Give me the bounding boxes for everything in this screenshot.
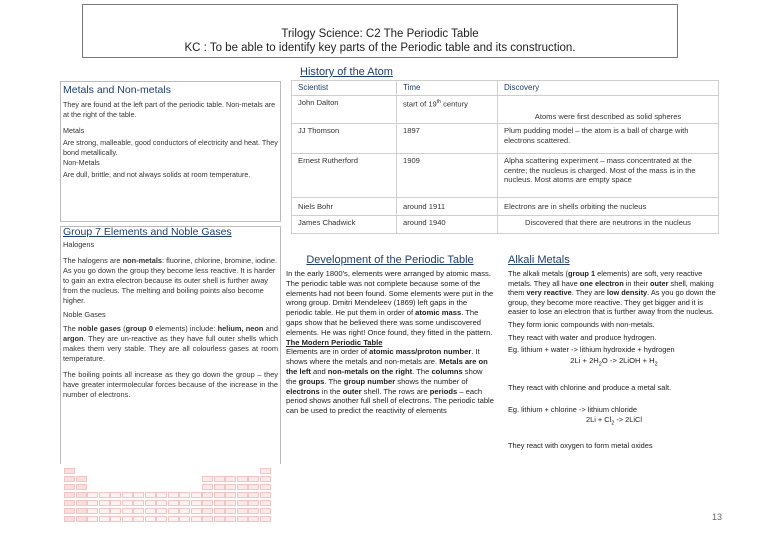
periodic-cell <box>145 508 156 514</box>
periodic-cell <box>225 484 236 490</box>
metals-panel <box>60 81 281 222</box>
periodic-cell <box>179 500 190 506</box>
scientist-cell: John Dalton <box>292 96 397 124</box>
nonmetals-label: Non-Metals <box>63 158 100 167</box>
text-run: Elements are in order of <box>286 347 370 357</box>
development-title: Development of the Periodic Table <box>306 254 474 266</box>
table-header-row <box>292 81 719 96</box>
periodic-cell <box>248 516 259 522</box>
periodic-cell <box>214 476 225 482</box>
alkali-section <box>508 254 720 451</box>
bold-run: columns <box>431 366 463 376</box>
metals-label: Metals <box>63 126 85 135</box>
bold-run: noble gases <box>78 324 121 333</box>
periodic-cell <box>110 508 121 514</box>
text-run: and <box>263 324 279 333</box>
alkali-oxygen: They react with oxygen to form metal oxides <box>508 440 653 450</box>
periodic-cell <box>64 516 75 522</box>
discovery-cell: Alpha scattering experiment – mass concentrated at the centre; the nucleus is charged. Most of the mass is in the nucleus. Most atoms are empty space <box>498 154 719 198</box>
periodic-cell <box>191 500 202 506</box>
development-text <box>286 269 494 338</box>
periodic-cell <box>214 500 225 506</box>
subscript: 2 <box>611 420 615 427</box>
periodic-cell <box>260 476 271 482</box>
periodic-cell <box>214 492 225 498</box>
periodic-cell <box>168 500 179 506</box>
periodic-table-image <box>64 464 279 528</box>
text-run: . The <box>412 366 432 376</box>
bold-run: outer <box>342 386 362 396</box>
periodic-cell <box>214 508 225 514</box>
periodic-cell <box>99 516 110 522</box>
periodic-cell <box>122 516 133 522</box>
periodic-cell <box>133 508 144 514</box>
periodic-cell <box>260 500 271 506</box>
history-title: History of the Atom <box>300 66 393 78</box>
text-run: . The <box>324 376 344 386</box>
page-number: 13 <box>711 512 722 522</box>
periodic-cell <box>87 492 98 498</box>
periodic-cell <box>76 476 87 482</box>
boiling-text: The boiling points all increase as they go down the group – they have greater intermolecular forces because of the increase in the number of electrons. <box>63 370 278 399</box>
text-run: show the <box>286 366 483 386</box>
periodic-cell <box>156 508 167 514</box>
periodic-cell <box>156 500 167 506</box>
development-section <box>286 254 494 416</box>
text-run: shell. The rows are <box>361 386 430 396</box>
periodic-cell <box>248 492 259 498</box>
modern-text <box>286 347 494 416</box>
periodic-cell <box>64 484 75 490</box>
periodic-cell <box>64 468 75 474</box>
equation-chlorine <box>508 415 720 428</box>
periodic-cell <box>145 492 156 498</box>
group7-panel <box>60 226 281 464</box>
table-row <box>292 216 719 234</box>
bold-run: helium, neon <box>217 324 264 333</box>
metals-intro: They are found at the left part of the periodic table. Non-metals are at the right of the table. <box>63 100 276 119</box>
metals-text: Are strong, malleable, good conductors of electricity and heat. They bond metallically. <box>63 138 278 157</box>
text-run: in the <box>319 386 343 396</box>
metals-title: Metals and Non-metals <box>63 84 171 96</box>
periodic-cell <box>237 500 248 506</box>
periodic-cell <box>87 516 98 522</box>
periodic-cell <box>122 508 133 514</box>
superscript: th <box>436 99 441 105</box>
scientist-cell: Niels Bohr <box>292 198 397 216</box>
table-row <box>292 154 719 198</box>
scientist-cell: Ernest Rutherford <box>292 154 397 198</box>
periodic-cell <box>76 508 87 514</box>
periodic-cell <box>179 508 190 514</box>
equation-water <box>508 356 720 370</box>
text-run: In the early 1800's, elements were arranged by atomic mass. The periodic table was not complete because some of the elements had not been found. Some elements were put in the wrong group. Dmitri Mendeleev (1869) left gaps in the periodic table. He put them in order of <box>286 269 494 318</box>
bold-run: one electron <box>579 278 624 288</box>
group7-title: Group 7 Elements and Noble Gases <box>63 226 232 238</box>
discovery-cell: Atoms were first described as solid spheres <box>498 96 719 124</box>
periodic-cell <box>225 492 236 498</box>
periodic-cell <box>64 508 75 514</box>
alkali-water-eg: Eg. lithium + water -> lithium hydroxide + hydrogen <box>508 345 675 355</box>
periodic-cell <box>260 468 271 474</box>
periodic-cell <box>99 508 110 514</box>
text-run: 2Li + Cl <box>585 415 612 425</box>
text-run: 2Li + 2H <box>570 355 599 365</box>
header-box <box>82 4 678 58</box>
periodic-cell <box>87 508 98 514</box>
periodic-cell <box>122 492 133 498</box>
periodic-cell <box>237 492 248 498</box>
bold-run: very reactive <box>526 288 572 298</box>
periodic-cell <box>168 492 179 498</box>
periodic-cell <box>145 500 156 506</box>
periodic-cell <box>110 516 121 522</box>
discovery-cell: Electrons are in shells orbiting the nucleus <box>498 198 719 216</box>
page-title: Trilogy Science: C2 The Periodic Table <box>281 28 479 40</box>
text-run: . It shows where the metals and non-metals are. <box>286 347 480 367</box>
bold-run: non-metals on the right <box>327 366 413 376</box>
time-cell: 1909 <box>397 154 498 198</box>
periodic-cell <box>202 492 213 498</box>
periodic-cell <box>191 508 202 514</box>
periodic-cell <box>76 516 87 522</box>
text-run: in their <box>623 278 651 288</box>
periodic-cell <box>168 508 179 514</box>
periodic-cell <box>76 492 87 498</box>
history-table <box>291 80 719 234</box>
periodic-cell <box>225 508 236 514</box>
text-run: elements) include: <box>152 324 218 333</box>
alkali-ionic: They form ionic compounds with non-metals. <box>508 319 655 329</box>
periodic-cell <box>202 484 213 490</box>
bold-run: electrons <box>286 386 320 396</box>
nonmetals-text: Are dull, brittle, and not always solids at room temperature. <box>63 170 251 179</box>
periodic-cell <box>87 500 98 506</box>
time-cell: around 1911 <box>397 198 498 216</box>
text-run: O -> 2LiOH + H <box>601 355 655 365</box>
time-cell <box>397 96 498 124</box>
bold-run: Metals are on the left <box>286 357 488 376</box>
periodic-cell <box>99 492 110 498</box>
periodic-cell <box>202 500 213 506</box>
text-run: shows the number of <box>395 376 468 386</box>
periodic-cell <box>237 508 248 514</box>
bold-run: group 1 <box>567 269 596 278</box>
periodic-cell <box>225 476 236 482</box>
bold-run: group number <box>343 376 396 386</box>
periodic-cell <box>64 500 75 506</box>
noble-text <box>63 324 278 364</box>
text-run: elements) are soft, very reactive metals. They all have <box>508 269 703 288</box>
periodic-cell <box>214 516 225 522</box>
periodic-cell <box>76 484 87 490</box>
modern-title: The Modern Periodic Table <box>286 337 383 347</box>
alkali-intro <box>508 269 720 317</box>
bold-run: periods <box>429 386 458 396</box>
periodic-cell <box>202 508 213 514</box>
periodic-cell <box>99 500 110 506</box>
periodic-cell <box>156 492 167 498</box>
key-concept: KC : To be able to identify key parts of the Periodic table and its construction. <box>184 42 576 54</box>
text-run: . They are <box>571 288 607 298</box>
periodic-cell <box>260 484 271 490</box>
bold-run: non-metals <box>122 256 162 265</box>
text-run: The alkali metals ( <box>508 269 568 278</box>
periodic-cell <box>179 516 190 522</box>
text-run: century <box>440 99 468 109</box>
periodic-cell <box>64 476 75 482</box>
alkali-chlorine: They react with chlorine and produce a metal salt. <box>508 383 672 393</box>
bold-run: atomic mass/proton number <box>369 347 472 357</box>
periodic-cell <box>133 500 144 506</box>
text-run: shell, making them <box>508 278 714 298</box>
text-run: The <box>63 324 78 333</box>
discovery-cell: Discovered that there are neutrons in the nucleus <box>498 216 719 234</box>
bold-run: outer <box>650 278 669 288</box>
periodic-cell <box>202 476 213 482</box>
periodic-cell <box>260 492 271 498</box>
text-run: . They are un-reactive as they have full outer shells which makes them very stable. They are all colourless gases at room temperature. <box>63 334 278 363</box>
table-row <box>292 96 719 124</box>
halogens-text <box>63 256 278 306</box>
alkali-chlorine-eg: Eg. lithium + chlorine -> lithium chloride <box>508 404 637 414</box>
periodic-cell <box>156 516 167 522</box>
text-run: -> 2LiCl <box>614 415 643 425</box>
periodic-cell <box>76 500 87 506</box>
periodic-cell <box>145 516 156 522</box>
periodic-cell <box>168 516 179 522</box>
table-row <box>292 124 719 154</box>
periodic-cell <box>202 516 213 522</box>
bold-run: low density <box>606 288 648 298</box>
periodic-cell <box>248 500 259 506</box>
periodic-cell <box>214 484 225 490</box>
text-run: The halogens are <box>63 256 123 265</box>
periodic-cell <box>133 492 144 498</box>
periodic-cell <box>122 500 133 506</box>
discovery-cell: Plum pudding model – the atom is a ball of charge with electrons scattered. <box>498 124 719 154</box>
alkali-title: Alkali Metals <box>508 254 570 266</box>
text-run: . The gaps show that he believed there was some undiscovered elements. He was right! Once found, they fitted in the pattern. <box>286 308 493 337</box>
bold-run: argon <box>63 334 84 343</box>
subscript: 2 <box>598 361 602 368</box>
periodic-cell <box>260 516 271 522</box>
time-cell: around 1940 <box>397 216 498 234</box>
text-run: start of 19 <box>403 99 437 109</box>
col-scientist: Scientist <box>292 81 397 96</box>
col-time: Time <box>397 81 498 96</box>
scientist-cell: JJ Thomson <box>292 124 397 154</box>
periodic-cell <box>64 492 75 498</box>
text-run: . As you go down the group, they become more reactive. They get bigger and it is easier to lose an electron that is further away from the nucleus. <box>508 288 716 317</box>
periodic-cell <box>191 516 202 522</box>
periodic-cell <box>179 492 190 498</box>
periodic-cell <box>237 476 248 482</box>
text-run: and <box>310 366 328 376</box>
periodic-cell <box>110 492 121 498</box>
bold-run: atomic mass <box>415 308 462 318</box>
subscript: 2 <box>654 361 658 368</box>
periodic-cell <box>248 476 259 482</box>
periodic-cell <box>133 516 144 522</box>
alkali-water: They react with water and produce hydrogen. <box>508 332 657 342</box>
periodic-cell <box>260 508 271 514</box>
periodic-cell <box>225 500 236 506</box>
periodic-cell <box>191 492 202 498</box>
table-row <box>292 198 719 216</box>
periodic-cell <box>237 516 248 522</box>
time-cell: 1897 <box>397 124 498 154</box>
bold-run: group 0 <box>125 324 153 333</box>
text-run: – each period shows another full shell of electrons. The periodic table can be used to predict the reactivity of elements <box>286 386 494 416</box>
col-discovery: Discovery <box>498 81 719 96</box>
periodic-cell <box>225 516 236 522</box>
periodic-cell <box>237 484 248 490</box>
periodic-cell <box>248 484 259 490</box>
scientist-cell: James Chadwick <box>292 216 397 234</box>
bold-run: groups <box>298 376 325 386</box>
noble-label: Noble Gases <box>63 310 106 319</box>
halogens-label: Halogens <box>63 240 95 249</box>
periodic-cell <box>248 508 259 514</box>
periodic-cell <box>110 500 121 506</box>
text-run: : fluorine, chlorine, bromine, iodine. As you go down the group they become less reactive. It is harder to gain an extra electron because its outer shell is further away from the nucleus. The melting and boiling points also become higher. <box>63 256 278 305</box>
text-run: ( <box>120 324 126 333</box>
